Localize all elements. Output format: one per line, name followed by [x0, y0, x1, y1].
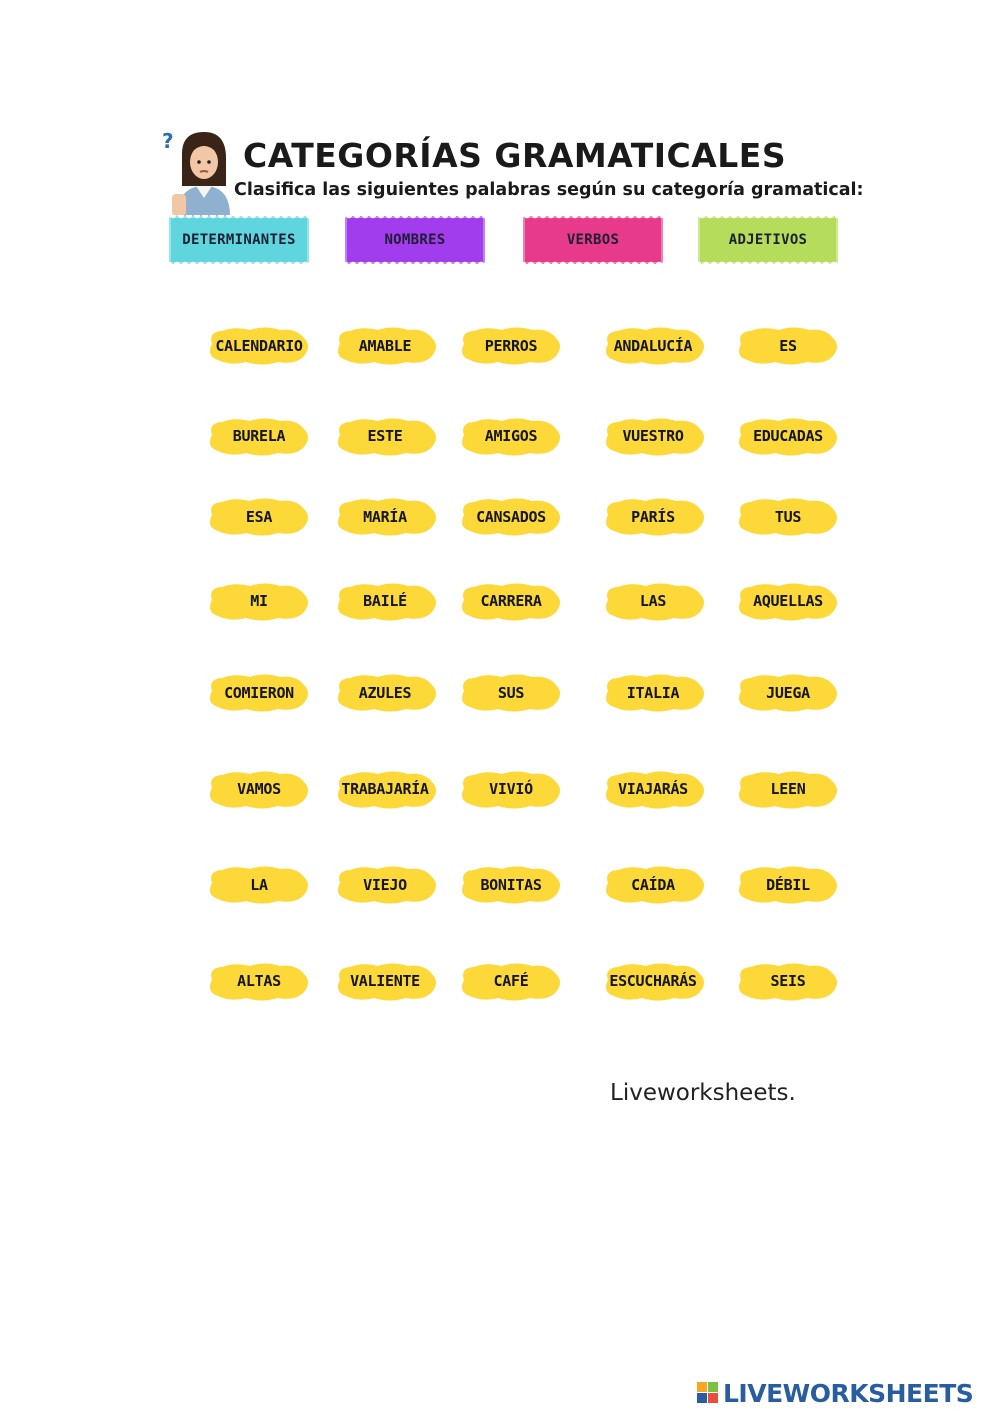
word-chip[interactable]: [330, 495, 440, 539]
word-chip[interactable]: [733, 495, 843, 539]
word-chip[interactable]: [733, 414, 843, 458]
word-label: ESA: [245, 508, 273, 526]
word-label: PERROS: [484, 337, 538, 355]
avatar-illustration: [160, 124, 235, 216]
word-chip[interactable]: [598, 579, 708, 623]
word-chip[interactable]: [204, 579, 314, 623]
logo-text: LIVEWORKSHEETS: [723, 1378, 974, 1408]
word-label: ESTE: [367, 427, 403, 445]
word-chip[interactable]: [330, 671, 440, 715]
word-chip[interactable]: [456, 579, 566, 623]
word-label: COMIERON: [224, 684, 294, 702]
category-box-adjetivos[interactable]: ADJETIVOS: [698, 216, 838, 264]
word-chip[interactable]: [598, 671, 708, 715]
word-chip[interactable]: [204, 671, 314, 715]
word-label: ITALIA: [626, 684, 680, 702]
word-label: EDUCADAS: [753, 427, 823, 445]
word-chip[interactable]: [204, 959, 314, 1003]
word-chip[interactable]: [456, 414, 566, 458]
word-chip[interactable]: [204, 414, 314, 458]
word-label: DÉBIL: [766, 876, 810, 894]
word-label: CANSADOS: [476, 508, 546, 526]
word-label: CAÍDA: [631, 876, 675, 894]
category-box-determinantes[interactable]: DETERMINANTES: [169, 216, 309, 264]
word-label: BONITAS: [480, 876, 542, 894]
word-label: CARRERA: [480, 592, 542, 610]
word-chip[interactable]: [598, 324, 708, 368]
word-chip[interactable]: [456, 863, 566, 907]
category-box-nombres[interactable]: NOMBRES: [345, 216, 485, 264]
word-chip[interactable]: [456, 324, 566, 368]
category-box-verbos[interactable]: VERBOS: [523, 216, 663, 264]
word-label: VUESTRO: [622, 427, 684, 445]
word-label: LEEN: [770, 780, 806, 798]
word-label: AMABLE: [358, 337, 412, 355]
watermark-text: Liveworksheets.: [610, 1080, 796, 1106]
word-chip[interactable]: [456, 767, 566, 811]
word-chip[interactable]: [598, 414, 708, 458]
word-label: BAILÉ: [363, 592, 407, 610]
word-label: PARÍS: [631, 508, 675, 526]
word-label: LAS: [639, 592, 667, 610]
word-label: AQUELLAS: [753, 592, 823, 610]
word-chip[interactable]: [733, 863, 843, 907]
word-label: BURELA: [232, 427, 286, 445]
word-chip[interactable]: [456, 671, 566, 715]
word-label: ESCUCHARÁS: [609, 972, 697, 990]
word-label: ALTAS: [237, 972, 281, 990]
word-chip[interactable]: [733, 959, 843, 1003]
word-label: TUS: [774, 508, 802, 526]
word-chip[interactable]: [598, 767, 708, 811]
word-label: CALENDARIO: [215, 337, 303, 355]
word-chip[interactable]: [456, 495, 566, 539]
word-label: MI: [250, 592, 268, 610]
word-chip[interactable]: [598, 959, 708, 1003]
word-label: AMIGOS: [484, 427, 538, 445]
word-label: SEIS: [770, 972, 806, 990]
word-chip[interactable]: [733, 579, 843, 623]
word-label: VIAJARÁS: [618, 780, 688, 798]
word-label: ANDALUCÍA: [613, 337, 693, 355]
word-label: ES: [779, 337, 797, 355]
word-label: VAMOS: [237, 780, 281, 798]
word-label: LA: [250, 876, 268, 894]
word-chip[interactable]: [733, 324, 843, 368]
word-chip[interactable]: [204, 495, 314, 539]
liveworksheets-logo: [697, 1379, 973, 1407]
word-label: JUEGA: [766, 684, 810, 702]
word-chip[interactable]: [330, 414, 440, 458]
logo-icon: [697, 1382, 719, 1404]
page-title: CATEGORÍAS GRAMATICALES: [243, 136, 787, 175]
word-chip[interactable]: [330, 959, 440, 1003]
word-chip[interactable]: [330, 324, 440, 368]
word-label: VALIENTE: [350, 972, 420, 990]
word-label: AZULES: [358, 684, 412, 702]
word-chip[interactable]: [598, 863, 708, 907]
word-label: VIVIÓ: [489, 780, 533, 798]
word-label: TRABAJARÍA: [341, 780, 429, 798]
word-label: SUS: [497, 684, 525, 702]
word-chip[interactable]: [204, 767, 314, 811]
word-label: MARÍA: [363, 508, 407, 526]
word-chip[interactable]: [330, 863, 440, 907]
word-chip[interactable]: [598, 495, 708, 539]
word-label: CAFÉ: [493, 972, 529, 990]
instructions: Clasifica las siguientes palabras según su categoría gramatical:: [234, 180, 864, 200]
question-mark-icon: ?: [162, 129, 174, 153]
word-chip[interactable]: [204, 863, 314, 907]
word-label: VIEJO: [363, 876, 407, 894]
word-chip[interactable]: [330, 767, 440, 811]
word-chip[interactable]: [733, 767, 843, 811]
word-chip[interactable]: [733, 671, 843, 715]
word-chip[interactable]: [330, 579, 440, 623]
word-chip[interactable]: [456, 959, 566, 1003]
word-chip[interactable]: [204, 324, 314, 368]
